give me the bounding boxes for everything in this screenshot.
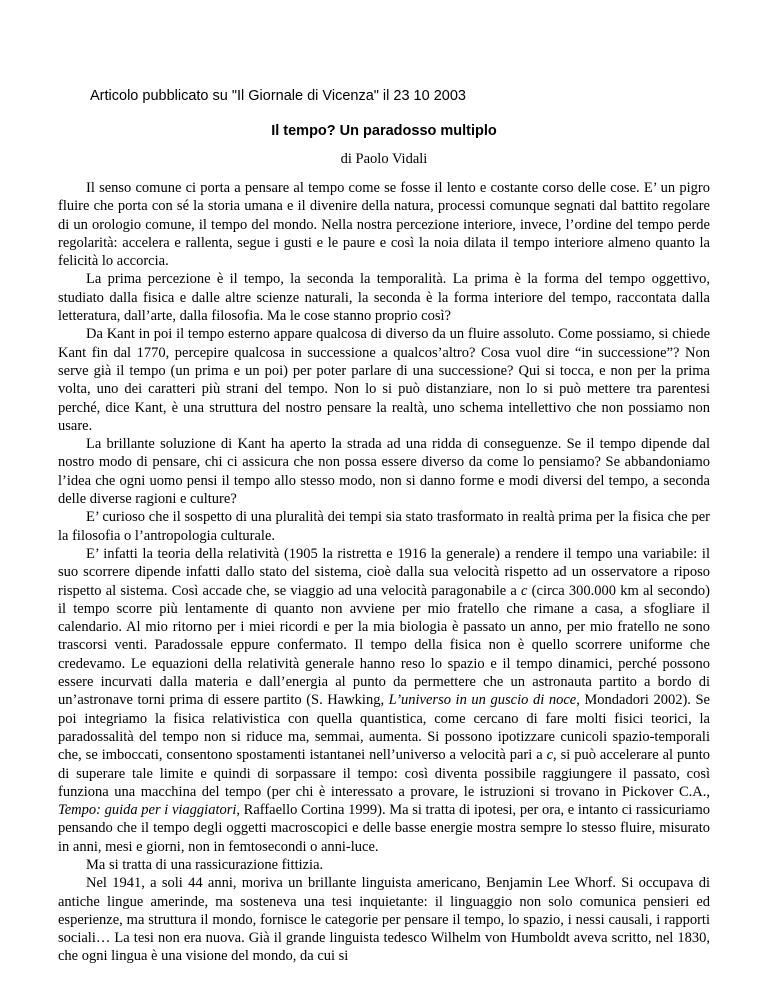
article-byline: di Paolo Vidali: [340, 151, 428, 167]
paragraph: La brillante soluzione di Kant ha aperto la strada ad una ridda di conseguenze. Se il tempo dipende dal nostro modo di pensare, chi ci assicura che non possa essere diverso da come lo pensiamo? Se abbandoniamo l’idea che ogni uomo pensi il tempo allo stesso modo, non si danno forme e modi diversi del tempo, a seconda delle diverse ragioni e culture?: [58, 436, 710, 508]
paragraph: Nel 1941, a soli 44 anni, moriva un brillante linguista americano, Benjamin Lee Whorf. Si occupava di antiche lingue amerinde, ma sosteneva una tesi inquietante: il linguaggio non solo comunica pensieri ed esperienze, ma struttura il mondo, fornisce le categorie per pensare il tempo, lo spazio, i nessi causali, i rapporti sociali… La tesi non era nuova. Già il grande linguista tedesco Wilhelm von Humboldt aveva scritto, nel 1830, che ogni lingua è una visione del mondo, da cui si: [58, 875, 710, 965]
publication-note: Articolo pubblicato su "Il Giornale di Vicenza" il 23 10 2003: [90, 88, 466, 104]
paragraph: E’ curioso che il sospetto di una pluralità dei tempi sia stato trasformato in realtà prima per la fisica che per la filosofia o l’antropologia culturale.: [58, 509, 710, 544]
paragraph: Il senso comune ci porta a pensare al tempo come se fosse il lento e costante corso delle cose. E’ un pigro fluire che porta con sé la storia umana e il divenire della natura, processi comunque segnati dal battito regolare di un orologio comune, il tempo del mondo. Nella nostra percezione interiore, invece, l’ordine del tempo perde regolarità: accelera e rallenta, segue i gusti e le paure e così la noia dilata il tempo interiore almeno quanto la felicità lo accorcia.: [58, 180, 710, 270]
paragraph: Da Kant in poi il tempo esterno appare qualcosa di diverso da un fluire assoluto. Come possiamo, si chiede Kant fin dal 1770, percepire qualcosa in successione a qualcos’altro? Cosa vuol dire “in successione”? Non serve già il tempo (un prima e un poi) per poter parlare di una successione? Qui si tocca, e non per la prima volta, uno dei caratteri più strani del tempo. Non lo si può distanziare, non lo si può mettere tra parentesi perché, dice Kant, è una struttura del nostro pensare la realtà, uno schema intellettivo che non possiamo non usare.: [58, 326, 710, 434]
article-body: [58, 179, 710, 966]
paragraph: Ma si tratta di una rassicurazione fittizia.: [86, 856, 324, 873]
paragraph: La prima percezione è il tempo, la seconda la temporalità. La prima è la forma del tempo oggettivo, studiato dalla fisica e dalle altre scienze naturali, la seconda è la forma interiore del tempo, raccontata dalla letteratura, dall’arte, dalla filosofia. Ma le cose stanno proprio così?: [58, 271, 710, 325]
article-title: Il tempo? Un paradosso multiplo: [271, 123, 497, 139]
paragraph: E’ infatti la teoria della relatività (1905 la ristretta e 1916 la generale) a rendere il tempo una variabile: il suo scorrere dipende infatti dallo stato del sistema, cioè dalla sua velocità rispetto ad un osservatore a riposo rispetto al sistema. Così accade che, se viaggio ad una velocità paragonabile a c (circa 300.000 km al secondo) il tempo scorre più lentamente di quanto non avviene per mio fratello che rimane a casa, a sfogliare il calendario. Al mio ritorno per i miei ricordi e per la mia biologia è passato un anno, per mio fratello ne sono trascorsi venti. Paradossale eppure confermato. Il tempo della fisica non è quello scorrere uniforme che credevamo. Le equazioni della relatività generale hanno reso lo spazio e il tempo dinamici, perché possono essere incurvati dalla materia e dall’energia al punto da permettere che un astronauta partito a bordo di un’astronave torni prima di essere partito (S. Hawking, L’universo in un guscio di noce, Mondadori 2002). Se poi integriamo la fisica relativistica con quella quantistica, come cercano di fare molti fisici teorici, la paradossalità del tempo non si riduce ma, semmai, aumenta. Si possono ipotizzare cunicoli spazio-temporali che, se imboccati, consentono spostamenti istantanei nell’universo a velocità pari a c, si può accelerare al punto di superare tale limite e quindi di sorpassare il tempo: così diventa possibile raggiungere il passato, così funziona una macchina del tempo (per chi è interessato a provare, le istruzioni si trovano in Pickover C.A., Tempo: guida per i viaggiatori, Raffaello Cortina 1999). Ma si tratta di ipotesi, per ora, e intanto ci rassicuriamo pensando che il tempo degli oggetti macroscopici e delle basse energie mostra sempre lo stesso fluire, misurato in anni, mesi e giorni, non in femtosecondi o anni-luce.: [58, 545, 710, 855]
